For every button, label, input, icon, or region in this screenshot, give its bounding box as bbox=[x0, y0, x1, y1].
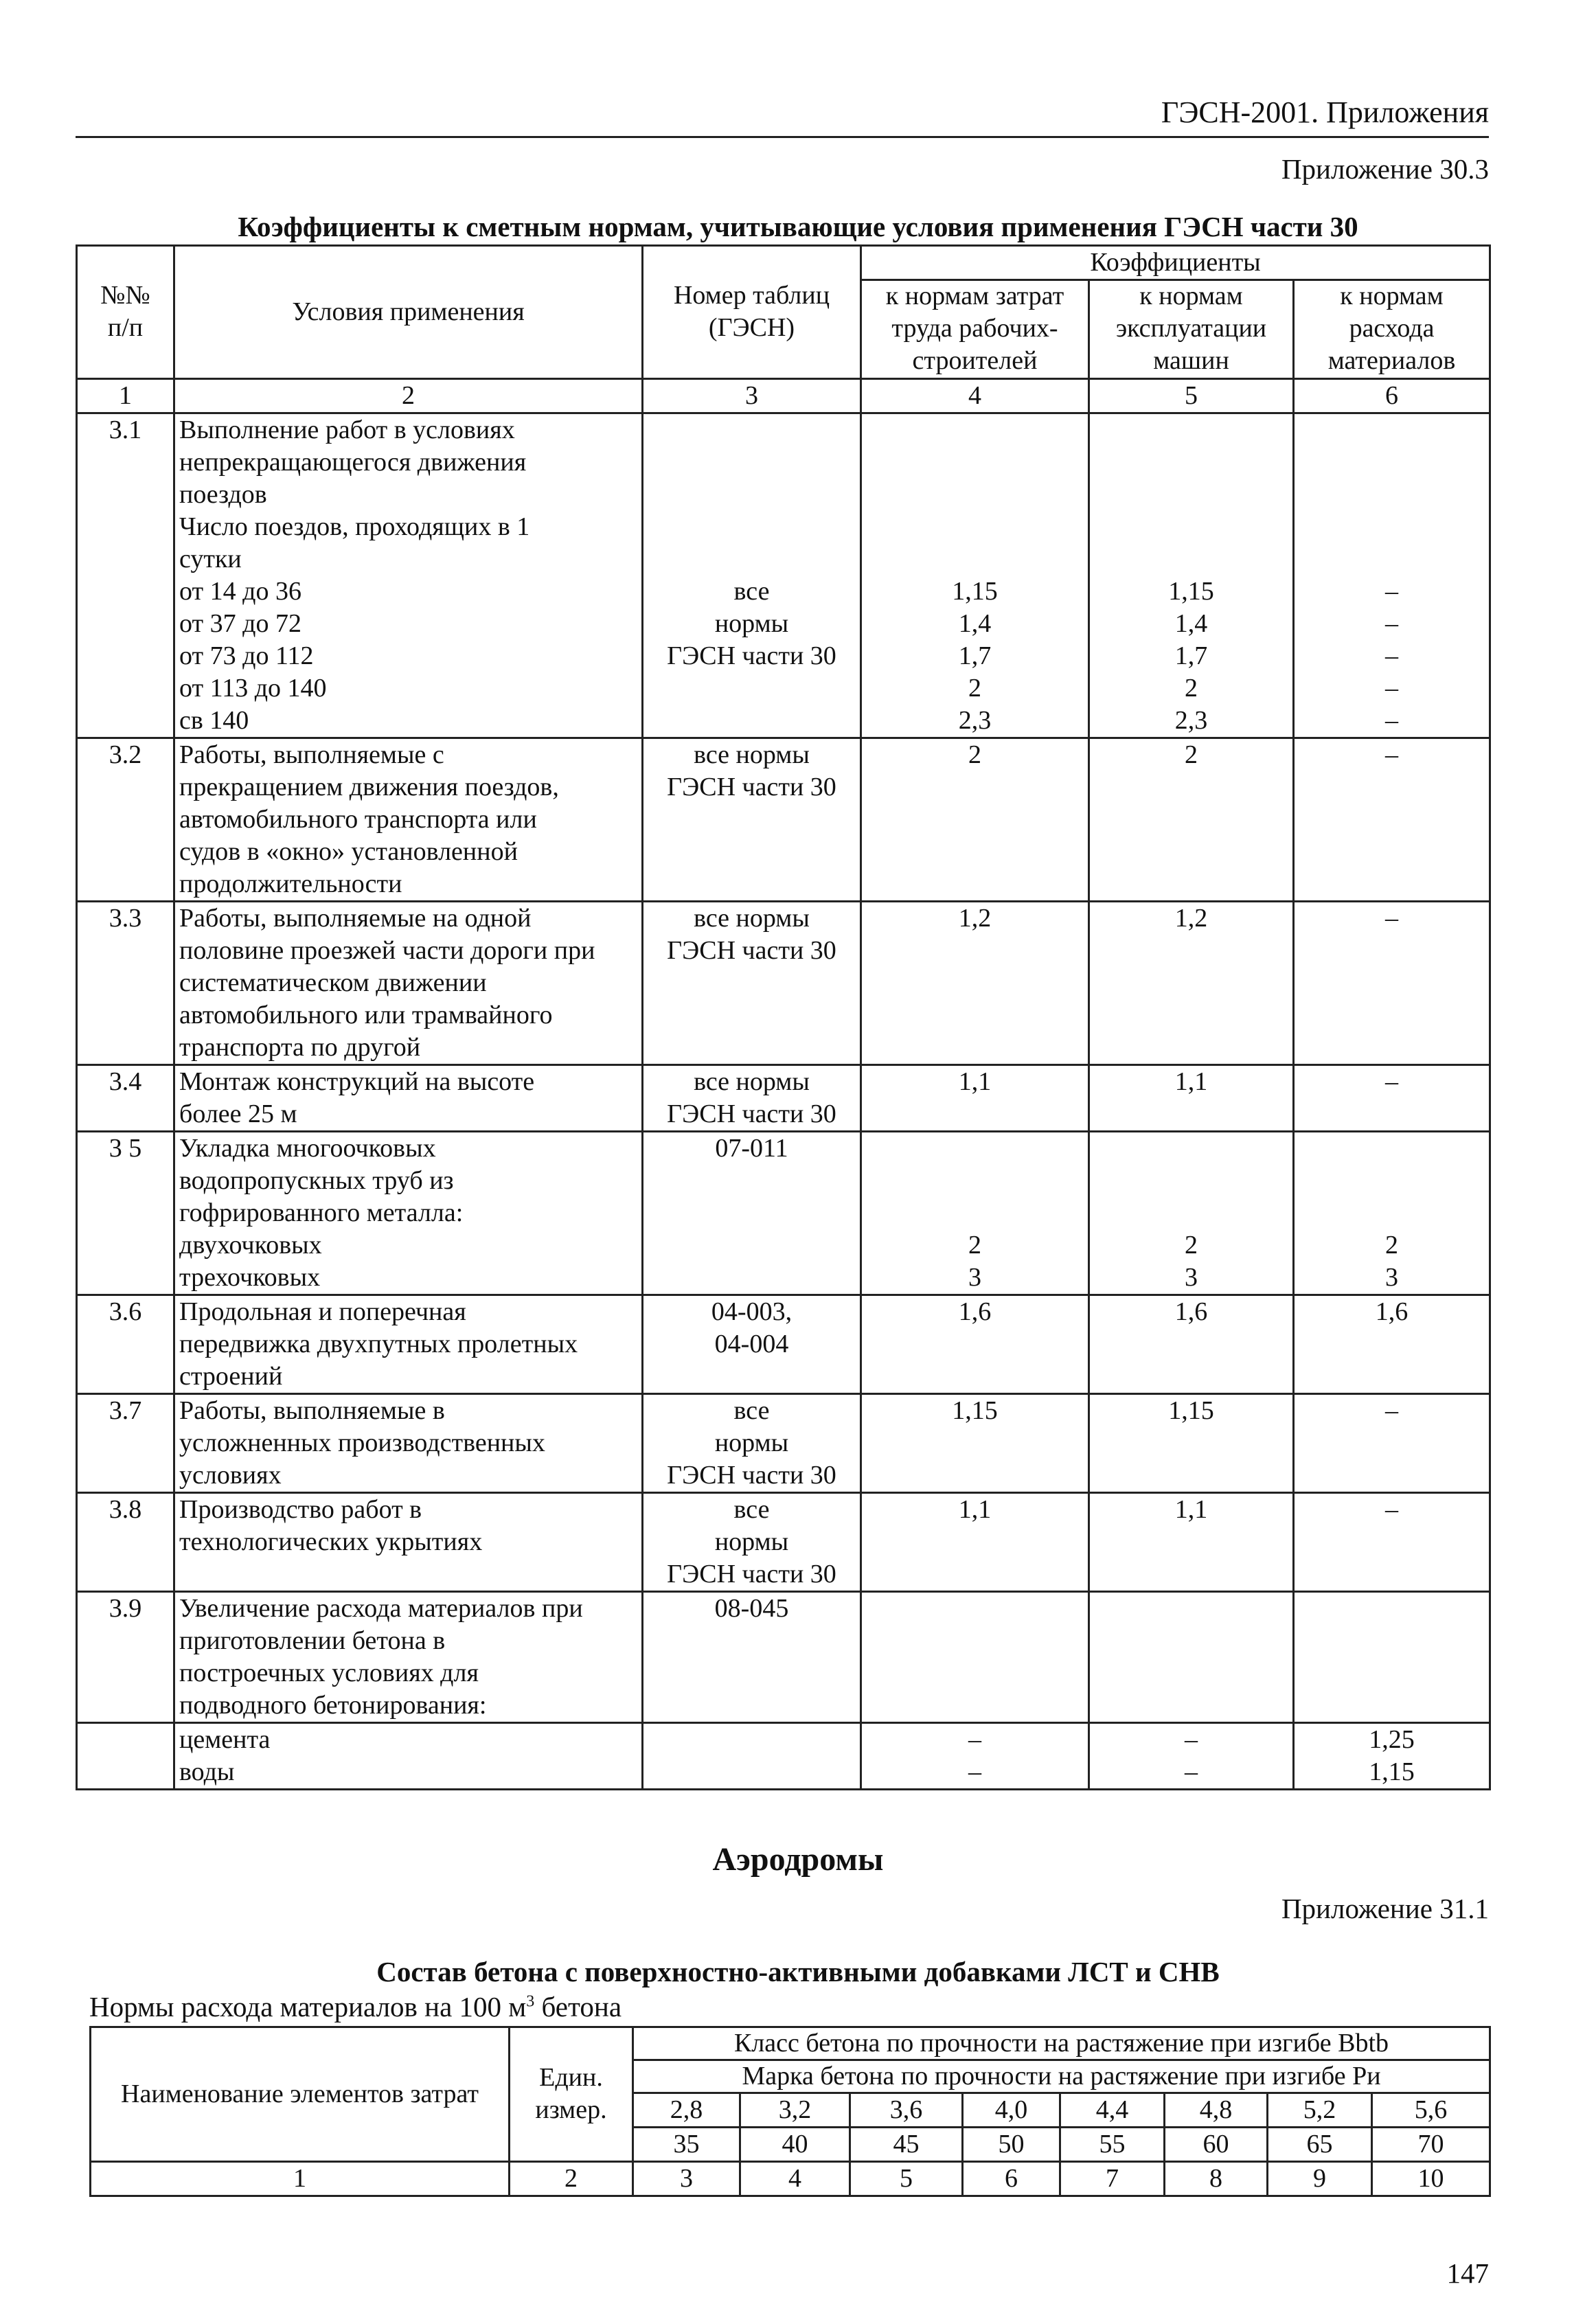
col-number: 7 bbox=[1060, 2162, 1165, 2196]
table-row bbox=[77, 1394, 1490, 1493]
row-conditions: Выполнение работ в условиях непрекращающегося движения поездов Число поездов, проходящих в 1 сутки от 14 до 36 от 37 до 72 от 73 до 112 от 113 до 140 св 140 bbox=[174, 413, 643, 738]
mark-value: 55 bbox=[1060, 2128, 1165, 2162]
row-number: 3.7 bbox=[77, 1394, 174, 1493]
row-conditions: Увеличение расхода материалов при приготовлении бетона в построечных условиях для подводного бетонирования: bbox=[174, 1592, 643, 1723]
row-materials: 2 3 bbox=[1294, 1132, 1490, 1295]
row-conditions: Производство работ в технологических укрытиях bbox=[174, 1493, 643, 1592]
row-labor: – – bbox=[861, 1723, 1089, 1790]
row-conditions: Укладка многоочковых водопропускных труб из гофрированного металла: двухочковых трехочковых bbox=[174, 1132, 643, 1295]
row-labor: 1,15 1,4 1,7 2 2,3 bbox=[861, 413, 1089, 738]
table-row bbox=[77, 738, 1490, 902]
header-unit: Един. измер. bbox=[510, 2027, 633, 2162]
table1-title: Коэффициенты к сметным нормам, учитывающие условия применения ГЭСН части 30 bbox=[238, 211, 1358, 242]
row-labor: 2 bbox=[861, 738, 1089, 902]
row-labor: 1,15 bbox=[861, 1394, 1089, 1493]
row-materials: – bbox=[1294, 902, 1490, 1065]
row-machines: – – bbox=[1089, 1723, 1294, 1790]
table-row bbox=[77, 1723, 1490, 1790]
row-materials: – – – – – bbox=[1294, 413, 1490, 738]
row-number: 3.1 bbox=[77, 413, 174, 738]
header-mark: Марка бетона по прочности на растяжение при изгибе Ри bbox=[633, 2060, 1490, 2093]
class-value: 4,0 bbox=[963, 2093, 1060, 2128]
header-coefficients: Коэффициенты bbox=[861, 246, 1490, 280]
mark-value: 45 bbox=[850, 2128, 963, 2162]
table2-header-row-1 bbox=[91, 2027, 1490, 2060]
row-materials bbox=[1294, 1592, 1490, 1723]
row-machines: 1,1 bbox=[1089, 1493, 1294, 1592]
row-conditions: Работы, выполняемые с прекращением движения поездов, автомобильного транспорта или судов в «окно» установленной продолжительности bbox=[174, 738, 643, 902]
mark-value: 65 bbox=[1268, 2128, 1372, 2162]
row-tables: все нормы ГЭСН части 30 bbox=[643, 738, 861, 902]
col-number: 2 bbox=[510, 2162, 633, 2196]
table-row bbox=[77, 1493, 1490, 1592]
row-tables: все нормы ГЭСН части 30 bbox=[643, 1065, 861, 1132]
table2-col-number-row bbox=[91, 2162, 1490, 2196]
header-rule bbox=[76, 136, 1489, 138]
col-number: 8 bbox=[1165, 2162, 1268, 2196]
header-class: Класс бетона по прочности на растяжение при изгибе Bbtb bbox=[633, 2027, 1490, 2060]
row-tables: 04-003, 04-004 bbox=[643, 1295, 861, 1394]
appendix-label-31-1: Приложение 31.1 bbox=[1281, 1893, 1489, 1924]
header-materials: к нормам расхода материалов bbox=[1294, 280, 1490, 379]
col-number: 2 bbox=[174, 379, 643, 413]
col-number: 5 bbox=[850, 2162, 963, 2196]
row-machines: 2 bbox=[1089, 738, 1294, 902]
col-number: 3 bbox=[643, 379, 861, 413]
mark-value: 60 bbox=[1165, 2128, 1268, 2162]
row-labor: 1,6 bbox=[861, 1295, 1089, 1394]
table-row bbox=[77, 1132, 1490, 1295]
mark-value: 35 bbox=[633, 2128, 740, 2162]
row-machines: 1,15 1,4 1,7 2 2,3 bbox=[1089, 413, 1294, 738]
col-number: 6 bbox=[963, 2162, 1060, 2196]
row-number: 3.3 bbox=[77, 902, 174, 1065]
table-row bbox=[77, 1592, 1490, 1723]
table-row bbox=[77, 413, 1490, 738]
header-conditions: Условия применения bbox=[174, 246, 643, 379]
appendix-label-30-3: Приложение 30.3 bbox=[1281, 153, 1489, 185]
row-number: 3.2 bbox=[77, 738, 174, 902]
row-conditions: цемента воды bbox=[174, 1723, 643, 1790]
page-number: 147 bbox=[1446, 2257, 1489, 2289]
row-machines: 1,1 bbox=[1089, 1065, 1294, 1132]
table-row bbox=[77, 1295, 1490, 1394]
mark-value: 70 bbox=[1372, 2128, 1490, 2162]
concrete-composition-table bbox=[89, 2026, 1491, 2197]
table1-header-row-1 bbox=[77, 246, 1490, 280]
row-materials: 1,25 1,15 bbox=[1294, 1723, 1490, 1790]
mark-value: 50 bbox=[963, 2128, 1060, 2162]
row-machines bbox=[1089, 1592, 1294, 1723]
row-number: 3.8 bbox=[77, 1493, 174, 1592]
col-number: 5 bbox=[1089, 379, 1294, 413]
header-tables: Номер таблиц (ГЭСН) bbox=[643, 246, 861, 379]
row-tables: все нормы ГЭСН части 30 bbox=[643, 902, 861, 1065]
row-materials: – bbox=[1294, 1065, 1490, 1132]
row-conditions: Монтаж конструкций на высоте более 25 м bbox=[174, 1065, 643, 1132]
row-labor: 2 3 bbox=[861, 1132, 1089, 1295]
col-number: 6 bbox=[1294, 379, 1490, 413]
class-value: 3,2 bbox=[740, 2093, 850, 2128]
col-number: 1 bbox=[91, 2162, 510, 2196]
table1-col-number-row bbox=[77, 379, 1490, 413]
class-value: 5,2 bbox=[1268, 2093, 1372, 2128]
table2-title: Состав бетона с поверхностно-активными добавками ЛСТ и СНВ bbox=[376, 1956, 1220, 1987]
row-tables: все нормы ГЭСН части 30 bbox=[643, 413, 861, 738]
coefficients-table bbox=[76, 244, 1491, 1790]
running-header: ГЭСН-2001. Приложения bbox=[1161, 95, 1489, 129]
row-conditions: Работы, выполняемые в усложненных производственных условиях bbox=[174, 1394, 643, 1493]
row-labor: 1,1 bbox=[861, 1065, 1089, 1132]
row-tables: 07-011 bbox=[643, 1132, 861, 1295]
class-value: 3,6 bbox=[850, 2093, 963, 2128]
header-labor: к нормам затрат труда рабочих- строителей bbox=[861, 280, 1089, 379]
table-row bbox=[77, 1065, 1490, 1132]
row-number: 3 5 bbox=[77, 1132, 174, 1295]
row-materials: – bbox=[1294, 1394, 1490, 1493]
row-machines: 2 3 bbox=[1089, 1132, 1294, 1295]
row-tables bbox=[643, 1723, 861, 1790]
row-machines: 1,2 bbox=[1089, 902, 1294, 1065]
class-value: 4,4 bbox=[1060, 2093, 1165, 2128]
section-heading: Аэродромы bbox=[712, 1841, 884, 1878]
row-labor bbox=[861, 1592, 1089, 1723]
row-number: 3.6 bbox=[77, 1295, 174, 1394]
header-cost-elements: Наименование элементов затрат bbox=[91, 2027, 510, 2162]
row-labor: 1,1 bbox=[861, 1493, 1089, 1592]
row-materials: – bbox=[1294, 1493, 1490, 1592]
norms-caption: Нормы расхода материалов на 100 $м^3$ бетона bbox=[89, 1991, 622, 2023]
col-number: 3 bbox=[633, 2162, 740, 2196]
header-machines: к нормам эксплуатации машин bbox=[1089, 280, 1294, 379]
col-number: 4 bbox=[861, 379, 1089, 413]
col-number: 9 bbox=[1268, 2162, 1372, 2196]
row-labor: 1,2 bbox=[861, 902, 1089, 1065]
class-value: 2,8 bbox=[633, 2093, 740, 2128]
row-tables: все нормы ГЭСН части 30 bbox=[643, 1394, 861, 1493]
row-materials: 1,6 bbox=[1294, 1295, 1490, 1394]
header-num: №№ п/п bbox=[77, 246, 174, 379]
row-materials: – bbox=[1294, 738, 1490, 902]
row-number: 3.4 bbox=[77, 1065, 174, 1132]
col-number: 1 bbox=[77, 379, 174, 413]
table-row bbox=[77, 902, 1490, 1065]
mark-value: 40 bbox=[740, 2128, 850, 2162]
col-number: 4 bbox=[740, 2162, 850, 2196]
row-machines: 1,15 bbox=[1089, 1394, 1294, 1493]
row-machines: 1,6 bbox=[1089, 1295, 1294, 1394]
col-number: 10 bbox=[1372, 2162, 1490, 2196]
row-tables: все нормы ГЭСН части 30 bbox=[643, 1493, 861, 1592]
row-number: 3.9 bbox=[77, 1592, 174, 1723]
row-conditions: Продольная и поперечная передвижка двухпутных пролетных строений bbox=[174, 1295, 643, 1394]
class-value: 4,8 bbox=[1165, 2093, 1268, 2128]
row-number bbox=[77, 1723, 174, 1790]
class-value: 5,6 bbox=[1372, 2093, 1490, 2128]
row-conditions: Работы, выполняемые на одной половине проезжей части дороги при систематическом движении автомобильного или трамвайного транспорта по другой bbox=[174, 902, 643, 1065]
row-tables: 08-045 bbox=[643, 1592, 861, 1723]
